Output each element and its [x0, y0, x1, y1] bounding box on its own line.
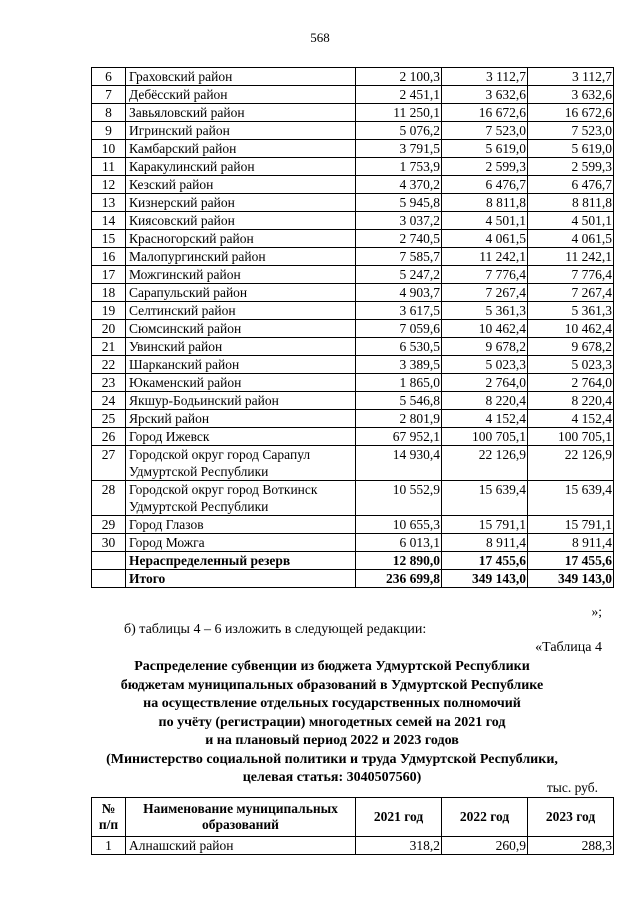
municipality-name — [126, 266, 356, 284]
value-2023: 5 619,0 — [528, 140, 614, 158]
value-2021: 5 247,2 — [356, 266, 442, 284]
row-number: 27 — [92, 446, 126, 481]
value-2021: 2 801,9 — [356, 410, 442, 428]
units-label: тыс. руб. — [546, 780, 598, 795]
value-2022: 4 152,4 — [442, 410, 528, 428]
table-row — [92, 104, 614, 122]
row-number: 25 — [92, 410, 126, 428]
row-number: 24 — [92, 392, 126, 410]
table-row — [92, 837, 614, 855]
value-2022: 3 112,7 — [442, 68, 528, 86]
municipality-name-line: Якшур-Бодьинский район — [129, 393, 279, 408]
value-2023: 6 476,7 — [528, 176, 614, 194]
value-2022: 15 639,4 — [442, 481, 528, 516]
municipality-name — [126, 176, 356, 194]
value-2021: 1 865,0 — [356, 374, 442, 392]
row-number: 26 — [92, 428, 126, 446]
municipality-name — [126, 104, 356, 122]
value-2021: 5 076,2 — [356, 122, 442, 140]
value-2023: 11 242,1 — [528, 248, 614, 266]
header-2022: 2022 год — [442, 798, 528, 837]
table-row — [92, 516, 614, 534]
value-2022: 17 455,6 — [442, 552, 528, 570]
municipality-name-line: Городской округ город Воткинск — [129, 482, 318, 497]
row-number: 15 — [92, 230, 126, 248]
closing-quote-mark: »; — [591, 604, 602, 619]
municipality-name — [126, 374, 356, 392]
value-2021: 67 952,1 — [356, 428, 442, 446]
municipality-name — [126, 410, 356, 428]
value-2022: 11 242,1 — [442, 248, 528, 266]
municipality-name-line: Ярский район — [129, 411, 210, 426]
row-number: 18 — [92, 284, 126, 302]
header-num: № п/п — [92, 798, 126, 837]
value-2023: 22 126,9 — [528, 446, 614, 481]
value-2023: 4 061,5 — [528, 230, 614, 248]
heading-line: целевая статья: 3040507560) — [242, 770, 422, 785]
municipality-name-line: Киясовский район — [129, 213, 235, 228]
table-row — [92, 320, 614, 338]
value-2023: 288,3 — [528, 837, 614, 855]
value-2021: 3 037,2 — [356, 212, 442, 230]
municipality-name — [126, 428, 356, 446]
row-number: 19 — [92, 302, 126, 320]
value-2021: 3 617,5 — [356, 302, 442, 320]
row-number: 17 — [92, 266, 126, 284]
row-number: 9 — [92, 122, 126, 140]
municipality-name — [126, 248, 356, 266]
table-row — [92, 158, 614, 176]
row-number: 8 — [92, 104, 126, 122]
value-2023: 100 705,1 — [528, 428, 614, 446]
value-2023: 349 143,0 — [528, 570, 614, 588]
value-2021: 7 585,7 — [356, 248, 442, 266]
value-2023: 15 639,4 — [528, 481, 614, 516]
municipality-name: Алнашский район — [126, 837, 356, 855]
value-2022: 7 523,0 — [442, 122, 528, 140]
header-2021: 2021 год — [356, 798, 442, 837]
row-number: 16 — [92, 248, 126, 266]
municipality-name-line: Дебёсский район — [129, 87, 228, 102]
value-2023: 9 678,2 — [528, 338, 614, 356]
value-2021: 318,2 — [356, 837, 442, 855]
municipality-name — [126, 516, 356, 534]
value-2022: 349 143,0 — [442, 570, 528, 588]
row-number: 20 — [92, 320, 126, 338]
row-number: 14 — [92, 212, 126, 230]
value-2022: 7 776,4 — [442, 266, 528, 284]
table-row — [92, 230, 614, 248]
row-number-empty — [92, 570, 126, 588]
value-2023: 3 112,7 — [528, 68, 614, 86]
value-2023: 4 152,4 — [528, 410, 614, 428]
table-row — [92, 410, 614, 428]
value-2022: 5 023,3 — [442, 356, 528, 374]
municipality-name-line: Увинский район — [129, 339, 223, 354]
municipality-name — [126, 302, 356, 320]
value-2022: 4 501,1 — [442, 212, 528, 230]
heading-line: на осуществление отдельных государственных полномочий — [143, 696, 521, 711]
table-row — [92, 284, 614, 302]
value-2021: 10 655,3 — [356, 516, 442, 534]
table-row — [92, 68, 614, 86]
row-number: 22 — [92, 356, 126, 374]
row-number: 23 — [92, 374, 126, 392]
municipality-name — [126, 284, 356, 302]
value-2023: 15 791,1 — [528, 516, 614, 534]
value-2022: 2 599,3 — [442, 158, 528, 176]
value-2022: 260,9 — [442, 837, 528, 855]
municipality-name-line: Город Глазов — [129, 517, 204, 532]
municipality-name-line: Город Ижевск — [129, 429, 210, 444]
table-row — [92, 446, 614, 481]
header-name: Наименование муниципальных образований — [126, 798, 356, 837]
heading-line: и на плановый период 2022 и 2023 годов — [205, 733, 459, 748]
table-row — [92, 248, 614, 266]
value-2021: 5 546,8 — [356, 392, 442, 410]
table-row — [92, 302, 614, 320]
reserve-row — [92, 552, 614, 570]
value-2023: 4 501,1 — [528, 212, 614, 230]
heading-line: бюджетам муниципальных образований в Удмуртской Республике — [120, 677, 544, 693]
municipality-name — [126, 158, 356, 176]
municipality-name-line: Удмуртской Республики — [129, 464, 269, 479]
heading-line: (Министерство социальной политики и труда Удмуртской Республики, — [106, 751, 558, 767]
table-row — [92, 428, 614, 446]
municipality-name-line: Город Можга — [129, 535, 205, 550]
value-2023: 3 632,6 — [528, 86, 614, 104]
value-2023: 5 361,3 — [528, 302, 614, 320]
row-number: 21 — [92, 338, 126, 356]
table-row — [92, 481, 614, 516]
table-label: «Таблица 4 — [535, 640, 602, 655]
value-2021: 2 451,1 — [356, 86, 442, 104]
table-row — [92, 176, 614, 194]
value-2021: 11 250,1 — [356, 104, 442, 122]
reserve-label: Нераспределенный резерв — [126, 552, 356, 570]
municipality-name — [126, 194, 356, 212]
municipality-name — [126, 230, 356, 248]
heading-line: Распределение субвенции из бюджета Удмуртской Республики — [134, 659, 530, 674]
value-2023: 17 455,6 — [528, 552, 614, 570]
municipality-name — [126, 86, 356, 104]
municipality-name-line: Сюмсинский район — [129, 321, 242, 336]
value-2021: 1 753,9 — [356, 158, 442, 176]
table-row — [92, 140, 614, 158]
table-row — [92, 266, 614, 284]
municipality-name — [126, 122, 356, 140]
value-2021: 6 013,1 — [356, 534, 442, 552]
row-number: 7 — [92, 86, 126, 104]
row-number: 28 — [92, 481, 126, 516]
municipality-name-line: Юкаменский район — [129, 375, 242, 390]
value-2021: 6 530,5 — [356, 338, 442, 356]
row-number: 10 — [92, 140, 126, 158]
value-2022: 2 764,0 — [442, 374, 528, 392]
municipality-name-line: Сарапульский район — [129, 285, 248, 300]
value-2022: 15 791,1 — [442, 516, 528, 534]
municipality-name — [126, 68, 356, 86]
table-heading — [64, 658, 600, 788]
value-2022: 4 061,5 — [442, 230, 528, 248]
municipality-name-line: Удмуртской Республики — [129, 499, 269, 514]
value-2023: 5 023,3 — [528, 356, 614, 374]
value-2022: 22 126,9 — [442, 446, 528, 481]
value-2021: 3 791,5 — [356, 140, 442, 158]
value-2023: 8 811,8 — [528, 194, 614, 212]
value-2023: 2 599,3 — [528, 158, 614, 176]
row-number: 30 — [92, 534, 126, 552]
municipality-name-line: Камбарский район — [129, 141, 237, 156]
municipality-name-line: Шарканский район — [129, 357, 240, 372]
value-2023: 16 672,6 — [528, 104, 614, 122]
value-2022: 3 632,6 — [442, 86, 528, 104]
municipality-name-line: Игринский район — [129, 123, 230, 138]
total-label: Итого — [126, 570, 356, 588]
value-2021: 5 945,8 — [356, 194, 442, 212]
value-2023: 7 523,0 — [528, 122, 614, 140]
municipality-name-line: Завьяловский район — [129, 105, 245, 120]
table-row — [92, 338, 614, 356]
value-2021: 4 370,2 — [356, 176, 442, 194]
value-2021: 236 699,8 — [356, 570, 442, 588]
value-2021: 7 059,6 — [356, 320, 442, 338]
value-2022: 5 619,0 — [442, 140, 528, 158]
municipality-name-line: Можгинский район — [129, 267, 241, 282]
municipality-name — [126, 534, 356, 552]
value-2022: 8 811,8 — [442, 194, 528, 212]
value-2023: 8 220,4 — [528, 392, 614, 410]
row-number: 11 — [92, 158, 126, 176]
value-2023: 8 911,4 — [528, 534, 614, 552]
municipality-name-line: Кезский район — [129, 177, 214, 192]
municipality-name — [126, 212, 356, 230]
municipality-name-line: Красногорский район — [129, 231, 254, 246]
value-2021: 4 903,7 — [356, 284, 442, 302]
value-2022: 5 361,3 — [442, 302, 528, 320]
municipality-name-line: Малопургинский район — [129, 249, 266, 264]
value-2022: 8 911,4 — [442, 534, 528, 552]
table-row — [92, 194, 614, 212]
value-2023: 10 462,4 — [528, 320, 614, 338]
municipality-name-line: Граховский район — [129, 69, 233, 84]
header-2023: 2023 год — [528, 798, 614, 837]
municipality-name-line: Кизнерский район — [129, 195, 235, 210]
table-row — [92, 212, 614, 230]
municipality-name — [126, 446, 356, 481]
value-2022: 8 220,4 — [442, 392, 528, 410]
table-row — [92, 374, 614, 392]
value-2023: 2 764,0 — [528, 374, 614, 392]
subsidy-table-4 — [91, 797, 614, 855]
heading-line: по учёту (регистрации) многодетных семей на 2021 год — [158, 714, 506, 730]
value-2022: 16 672,6 — [442, 104, 528, 122]
row-number-empty — [92, 552, 126, 570]
row-number: 29 — [92, 516, 126, 534]
value-2023: 7 776,4 — [528, 266, 614, 284]
table-row — [92, 356, 614, 374]
value-2022: 6 476,7 — [442, 176, 528, 194]
subsidy-table-continued — [91, 67, 614, 588]
table-row — [92, 86, 614, 104]
municipality-name-line: Каракулинский район — [129, 159, 255, 174]
municipality-name — [126, 140, 356, 158]
municipality-name — [126, 481, 356, 516]
value-2021: 3 389,5 — [356, 356, 442, 374]
value-2022: 9 678,2 — [442, 338, 528, 356]
table-row — [92, 392, 614, 410]
municipality-name-line: Селтинский район — [129, 303, 236, 318]
row-number: 6 — [92, 68, 126, 86]
table-row — [92, 534, 614, 552]
table-header-row — [92, 798, 614, 837]
value-2022: 10 462,4 — [442, 320, 528, 338]
value-2021: 2 100,3 — [356, 68, 442, 86]
value-2021: 14 930,4 — [356, 446, 442, 481]
value-2022: 100 705,1 — [442, 428, 528, 446]
table-row — [92, 122, 614, 140]
row-number: 12 — [92, 176, 126, 194]
amendment-paragraph: б) таблицы 4 – 6 изложить в следующей редакции: — [124, 622, 427, 637]
total-row — [92, 570, 614, 588]
value-2023: 7 267,4 — [528, 284, 614, 302]
value-2021: 2 740,5 — [356, 230, 442, 248]
row-number: 13 — [92, 194, 126, 212]
municipality-name — [126, 338, 356, 356]
value-2022: 7 267,4 — [442, 284, 528, 302]
municipality-name — [126, 392, 356, 410]
page-number: 568 — [310, 30, 330, 45]
row-number: 1 — [92, 837, 126, 855]
municipality-name — [126, 356, 356, 374]
municipality-name-line: Городской округ город Сарапул — [129, 447, 311, 462]
value-2021: 10 552,9 — [356, 481, 442, 516]
municipality-name — [126, 320, 356, 338]
value-2021: 12 890,0 — [356, 552, 442, 570]
